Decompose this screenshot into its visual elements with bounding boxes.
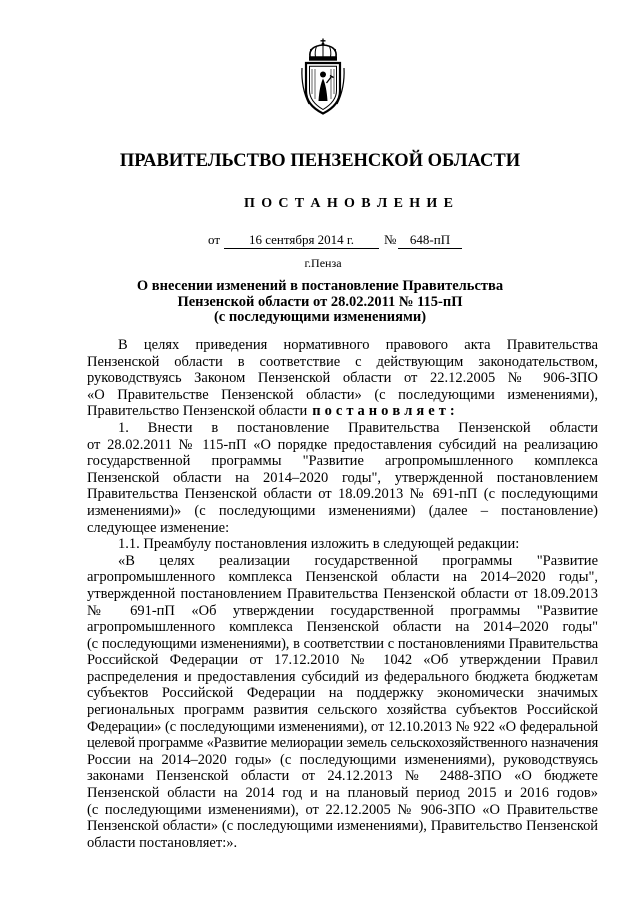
body-line: целевой программе «Развитие мелиорации земель сельскохозяйственного назначения — [87, 735, 598, 752]
decree-word: п о с т а н о в л я е т : — [312, 403, 455, 420]
body-line: Правительства Пензенской области от 18.09.2013 № 691-пП (с последующими — [87, 486, 598, 503]
body-line: Российской Федерации от 17.12.2010 № 1042 «Об утверждении Правил — [87, 652, 598, 669]
document-number: 648-пП — [398, 232, 462, 249]
body-line: распределения и предоставления субсидий из федерального бюджета бюджетам — [87, 668, 598, 685]
body-line: «О Правительстве Пензенской области» (с последующими изменениями), — [87, 386, 598, 403]
body-line: «В целях реализации государственной программы "Развитие — [118, 552, 598, 569]
body-line: (с последующими изменениями), от 22.12.2005 № 906-ЗПО «О Правительстве — [87, 801, 598, 818]
city: г.Пенза — [304, 256, 342, 270]
body-line: области постановляет:». — [87, 834, 238, 851]
subject-line: (с последующими изменениями) — [213, 309, 427, 326]
body-line-text: Правительство Пензенской области — [87, 403, 308, 420]
body-line: Федерации» (с последующими изменениями), от 12.10.2013 № 922 «О федеральной — [87, 718, 598, 735]
number-sign: № — [384, 232, 397, 247]
body-line: 1.1. Преамбулу постановления изложить в следующей редакции: — [118, 536, 520, 553]
body-line: 1. Внести в постановление Правительства Пензенской области — [118, 419, 598, 436]
subject-line: Пензенской области от 28.02.2011 № 115-пП — [177, 293, 463, 310]
body-line: утвержденной постановлением Правительства Пензенской области от 18.09.2013 — [87, 585, 598, 602]
date-prefix: от — [208, 232, 221, 247]
body-line: руководствуясь Законом Пензенской области от 22.12.2005 № 906-ЗПО — [87, 370, 598, 387]
body-line: агропромышленного комплекса Пензенской области на 2014–2020 годы" — [87, 619, 598, 636]
body-line: В целях приведения нормативного правового акта Правительства — [118, 337, 598, 353]
body-line: законами Пензенской области от 24.12.2013 № 2488-ЗПО «О бюджете — [87, 768, 598, 785]
document-body — [87, 337, 598, 851]
body-line: от 28.02.2011 № 115-пП «О порядке предоставления субсидий на реализацию — [87, 436, 598, 453]
coat-of-arms-icon — [299, 38, 347, 116]
subject-line: О внесении изменений в постановление Правительства — [136, 278, 504, 294]
document-date: 16 сентября 2014 г. — [224, 232, 379, 249]
body-line: Пензенской области на 2014–2020 годы", утвержденной постановлением — [87, 469, 598, 486]
body-line: Пензенской области на 2014 год и на плановый период 2015 и 2016 годов» — [87, 785, 598, 802]
document-type: П О С Т А Н О В Л Е Н И Е — [244, 196, 455, 211]
body-line — [87, 403, 598, 420]
body-line: субъектов Российской Федерации на поддержку экономически значимых — [87, 685, 598, 702]
document-subject — [0, 279, 640, 326]
body-line: государственной программы "Развитие агропромышленного комплекса — [87, 453, 598, 470]
body-line: Пензенской области в соответствие с действующим законодательством, — [87, 353, 598, 370]
organization-title: ПРАВИТЕЛЬСТВО ПЕНЗЕНСКОЙ ОБЛАСТИ — [119, 151, 521, 171]
body-line: Пензенской области» (с последующими изменениями), Правительство Пензенской — [87, 818, 598, 835]
body-line: № 691-пП «Об утверждении государственной программы "Развитие — [87, 602, 598, 619]
body-line: региональных программ развития сельского хозяйства субъектов Российской — [87, 702, 598, 719]
body-line: России на 2014–2020 годы» (с последующими изменениями), руководствуясь — [87, 751, 598, 768]
body-line: следующее изменение: — [87, 519, 230, 536]
body-line: агропромышленного комплекса Пензенской области на 2014–2020 годы", — [87, 569, 598, 586]
body-line: изменениями)» (с последующими изменениями) (далее – постановление) — [87, 502, 598, 519]
body-line: (с последующими изменениями), в соответствии с постановлениями Правительства — [87, 635, 598, 652]
